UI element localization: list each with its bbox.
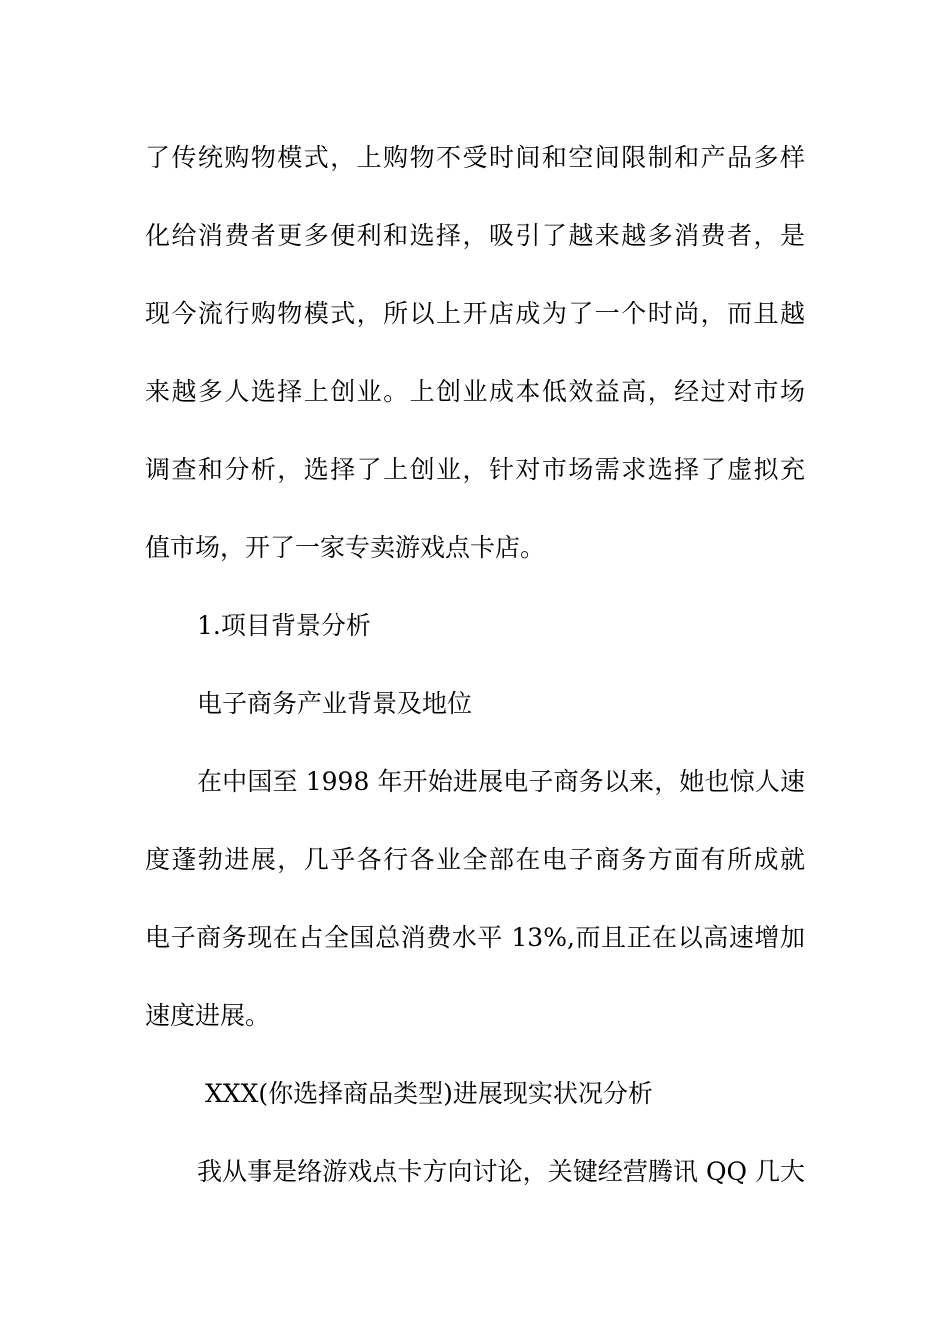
paragraph-line: 来越多人选择上创业。上创业成本低效益高，经过对市场: [145, 377, 805, 406]
paragraph-line: 我从事是络游戏点卡方向讨论，关键经营腾讯 QQ 几大: [197, 1157, 805, 1186]
paragraph-line: 速度进展。: [145, 1001, 271, 1030]
paragraph-line: 度蓬勃进展，几乎各行各业全部在电子商务方面有所成就: [145, 845, 805, 874]
subsection-heading: 电子商务产业背景及地位: [197, 689, 473, 718]
paragraph-line: 现今流行购物模式，所以上开店成为了一个时尚，而且越: [145, 299, 805, 328]
paragraph-line: 化给消费者更多便利和选择，吸引了越来越多消费者，是: [145, 221, 805, 250]
paragraph-line: 了传统购物模式，上购物不受时间和空间限制和产品多样: [145, 143, 805, 172]
paragraph-line: 值市场，开了一家专卖游戏点卡店。: [145, 533, 546, 562]
section-heading: 1.项目背景分析: [197, 611, 371, 640]
paragraph-line: 电子商务现在占全国总消费水平 13%,而且正在以高速增加: [145, 923, 805, 952]
paragraph-line: 在中国至 1998 年开始进展电子商务以来，她也惊人速: [197, 767, 805, 796]
subsection-heading: XXX(你选择商品类型)进展现实状况分析: [205, 1079, 653, 1108]
paragraph-line: 调查和分析，选择了上创业，针对市场需求选择了虚拟充: [145, 455, 805, 484]
